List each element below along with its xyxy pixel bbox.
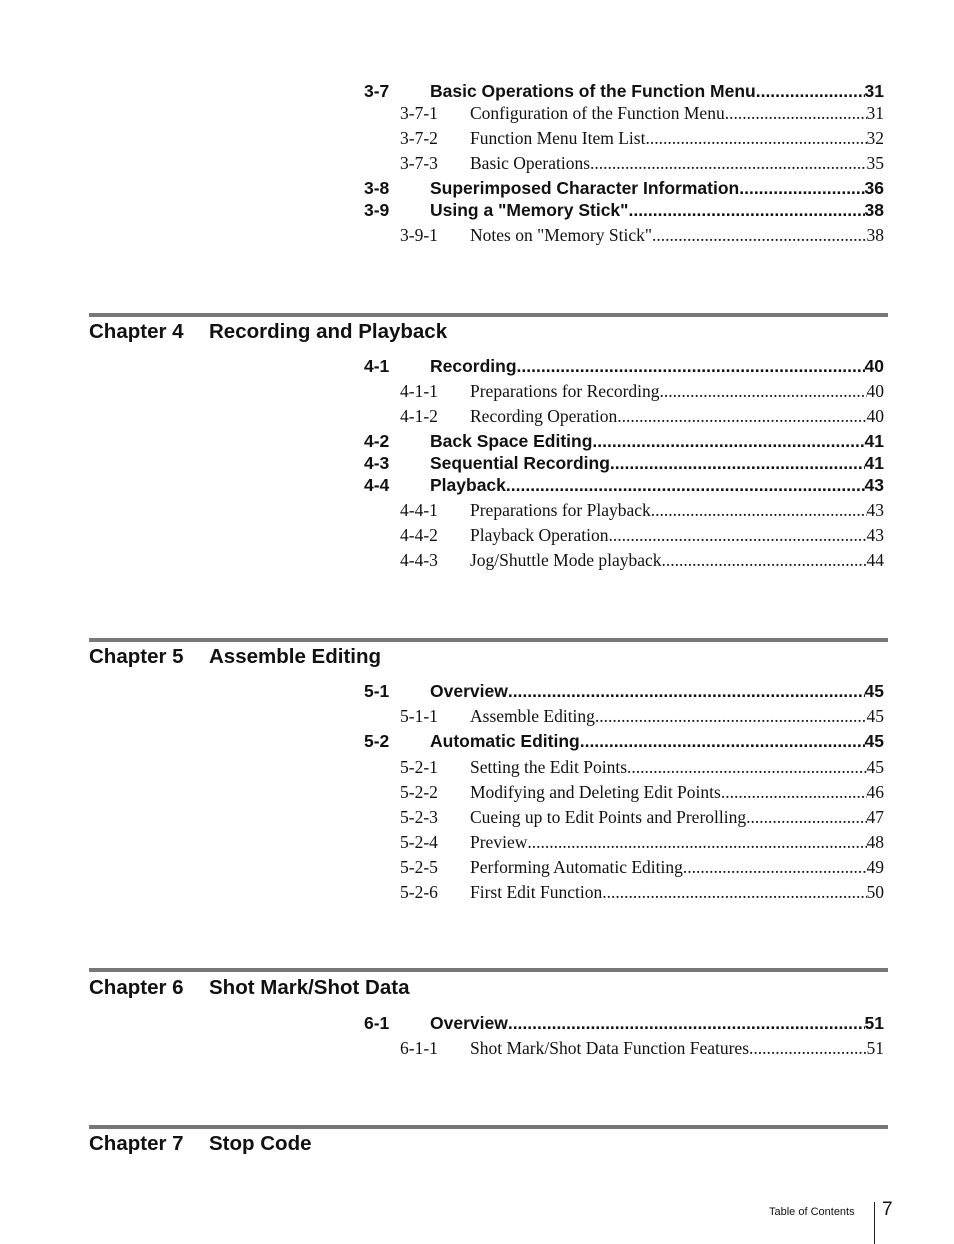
chapter-rule <box>89 1125 888 1129</box>
entry-number: 3-7-1 <box>400 103 438 123</box>
toc-section-entry[interactable] <box>364 431 884 452</box>
entry-number: 6-1-1 <box>400 1038 438 1058</box>
entry-number: 4-4-3 <box>400 550 438 570</box>
chapter-title: Shot Mark/Shot Data <box>209 976 410 999</box>
entry-number: 5-2-2 <box>400 782 438 802</box>
entry-number: 3-7 <box>364 81 390 101</box>
entry-title: Sequential Recording <box>430 453 610 473</box>
toc-subsection-entry[interactable] <box>364 500 884 521</box>
footer-divider <box>874 1202 875 1244</box>
dot-leader <box>746 807 866 828</box>
entry-page-number: 49 <box>866 857 884 877</box>
dot-leader <box>628 200 864 221</box>
chapter-heading[interactable] <box>89 976 409 1000</box>
entry-title: Shot Mark/Shot Data Function Features <box>470 1038 750 1058</box>
entry-title: Playback <box>430 475 506 495</box>
entry-title: Preparations for Playback <box>470 500 651 520</box>
entry-title: Using a "Memory Stick" <box>430 200 629 220</box>
toc-subsection-entry[interactable] <box>364 525 884 546</box>
entry-page-number: 38 <box>864 200 884 220</box>
entry-page-number: 41 <box>864 431 884 451</box>
dot-leader <box>595 706 867 727</box>
entry-page-number: 47 <box>866 807 884 827</box>
entry-number: 5-2-4 <box>400 832 438 852</box>
chapter-heading[interactable] <box>89 645 381 669</box>
toc-subsection-entry[interactable] <box>364 706 884 727</box>
entry-page-number: 38 <box>866 225 884 245</box>
toc-subsection-entry[interactable] <box>364 1038 884 1059</box>
chapter-label: Chapter 6 <box>89 976 184 999</box>
entry-title: Notes on "Memory Stick" <box>470 225 652 245</box>
entry-page-number: 40 <box>866 381 884 401</box>
dot-leader <box>739 178 864 199</box>
chapter-label: Chapter 7 <box>89 1132 184 1155</box>
entry-title: Superimposed Character Information <box>430 178 740 198</box>
entry-page-number: 43 <box>866 525 884 545</box>
entry-page-number: 45 <box>866 757 884 777</box>
dot-leader <box>725 103 867 124</box>
entry-page-number: 32 <box>866 128 884 148</box>
footer-label: Table of Contents <box>769 1206 855 1218</box>
dot-leader <box>660 381 867 402</box>
toc-subsection-entry[interactable] <box>364 128 884 149</box>
entry-page-number: 43 <box>866 500 884 520</box>
entry-page-number: 35 <box>866 153 884 173</box>
entry-number: 5-2-1 <box>400 757 438 777</box>
entry-number: 4-1 <box>364 356 390 376</box>
dot-leader <box>627 757 866 778</box>
entry-number: 5-1-1 <box>400 706 438 726</box>
entry-title: Preparations for Recording <box>470 381 660 401</box>
dot-leader <box>527 832 866 853</box>
dot-leader <box>506 475 865 496</box>
entry-title: Recording <box>430 356 517 376</box>
entry-title: Performing Automatic Editing <box>470 857 683 877</box>
dot-leader <box>580 731 865 752</box>
entry-page-number: 43 <box>864 475 884 495</box>
entry-number: 4-4 <box>364 475 390 495</box>
toc-subsection-entry[interactable] <box>364 103 884 124</box>
entry-title: Modifying and Deleting Edit Points <box>470 782 721 802</box>
entry-title: Recording Operation <box>470 406 618 426</box>
entry-number: 3-7-3 <box>400 153 438 173</box>
page-number: 7 <box>882 1199 893 1220</box>
toc-subsection-entry[interactable] <box>364 406 884 427</box>
dot-leader <box>602 882 866 903</box>
entry-title: Overview <box>430 1013 508 1033</box>
toc-subsection-entry[interactable] <box>364 882 884 903</box>
chapter-label: Chapter 4 <box>89 320 184 343</box>
entry-title: Playback Operation <box>470 525 609 545</box>
entry-number: 3-8 <box>364 178 390 198</box>
dot-leader <box>590 153 866 174</box>
toc-subsection-entry[interactable] <box>364 550 884 571</box>
dot-leader <box>517 356 865 377</box>
dot-leader <box>508 681 865 702</box>
entry-number: 4-3 <box>364 453 390 473</box>
chapter-rule <box>89 313 888 317</box>
entry-title: Overview <box>430 681 508 701</box>
entry-page-number: 40 <box>864 356 884 376</box>
toc-subsection-entry[interactable] <box>364 757 884 778</box>
toc-subsection-entry[interactable] <box>364 225 884 246</box>
entry-number: 5-2-5 <box>400 857 438 877</box>
entry-number: 5-1 <box>364 681 390 701</box>
chapter-heading[interactable] <box>89 1132 312 1156</box>
toc-section-entry[interactable] <box>364 200 884 221</box>
dot-leader <box>662 550 867 571</box>
chapter-rule <box>89 968 888 972</box>
entry-number: 3-9-1 <box>400 225 438 245</box>
toc-section-entry[interactable] <box>364 453 884 474</box>
dot-leader <box>508 1013 865 1034</box>
entry-number: 4-1-2 <box>400 406 438 426</box>
entry-number: 5-2 <box>364 731 390 751</box>
toc-section-entry[interactable] <box>364 681 884 702</box>
toc-subsection-entry[interactable] <box>364 807 884 828</box>
entry-title: Assemble Editing <box>470 706 595 726</box>
entry-title: Preview <box>470 832 528 852</box>
entry-page-number: 44 <box>866 550 884 570</box>
dot-leader <box>652 225 867 246</box>
toc-section-entry[interactable] <box>364 475 884 496</box>
entry-title: Function Menu Item List <box>470 128 646 148</box>
entry-page-number: 50 <box>866 882 884 902</box>
entry-number: 3-7-2 <box>400 128 438 148</box>
toc-section-entry[interactable] <box>364 178 884 199</box>
chapter-title: Stop Code <box>209 1132 312 1155</box>
toc-subsection-entry[interactable] <box>364 381 884 402</box>
entry-page-number: 36 <box>864 178 884 198</box>
entry-number: 4-2 <box>364 431 390 451</box>
entry-page-number: 31 <box>866 103 884 123</box>
entry-page-number: 45 <box>864 731 884 751</box>
entry-number: 4-1-1 <box>400 381 438 401</box>
dot-leader <box>749 1038 866 1059</box>
entry-title: Basic Operations of the Function Menu <box>430 81 756 101</box>
entry-number: 6-1 <box>364 1013 390 1033</box>
dot-leader <box>756 81 865 102</box>
chapter-label: Chapter 5 <box>89 645 184 668</box>
entry-page-number: 51 <box>866 1038 884 1058</box>
dot-leader <box>617 406 866 427</box>
chapter-rule <box>89 638 888 642</box>
dot-leader <box>610 453 865 474</box>
entry-page-number: 41 <box>864 453 884 473</box>
dot-leader <box>721 782 867 803</box>
dot-leader <box>609 525 867 546</box>
entry-page-number: 45 <box>864 681 884 701</box>
entry-page-number: 40 <box>866 406 884 426</box>
toc-section-entry[interactable] <box>364 1013 884 1034</box>
dot-leader <box>592 431 864 452</box>
entry-page-number: 46 <box>866 782 884 802</box>
chapter-heading[interactable] <box>89 320 447 344</box>
entry-title: Setting the Edit Points <box>470 757 628 777</box>
entry-title: Automatic Editing <box>430 731 580 751</box>
toc-section-entry[interactable] <box>364 356 884 377</box>
entry-page-number: 51 <box>864 1013 884 1033</box>
entry-page-number: 48 <box>866 832 884 852</box>
entry-number: 5-2-6 <box>400 882 438 902</box>
chapter-title: Assemble Editing <box>209 645 382 668</box>
toc-section-entry[interactable] <box>364 731 884 752</box>
toc-section-entry[interactable] <box>364 81 884 102</box>
dot-leader <box>683 857 867 878</box>
entry-page-number: 31 <box>864 81 884 101</box>
entry-number: 4-4-1 <box>400 500 438 520</box>
toc-subsection-entry[interactable] <box>364 153 884 174</box>
entry-number: 4-4-2 <box>400 525 438 545</box>
entry-title: Configuration of the Function Menu <box>470 103 725 123</box>
entry-title: Back Space Editing <box>430 431 593 451</box>
chapter-title: Recording and Playback <box>209 320 448 343</box>
toc-subsection-entry[interactable] <box>364 832 884 853</box>
toc-subsection-entry[interactable] <box>364 857 884 878</box>
dot-leader <box>651 500 867 521</box>
toc-subsection-entry[interactable] <box>364 782 884 803</box>
entry-number: 5-2-3 <box>400 807 438 827</box>
entry-title: Basic Operations <box>470 153 591 173</box>
entry-title: First Edit Function <box>470 882 603 902</box>
entry-number: 3-9 <box>364 200 390 220</box>
entry-title: Jog/Shuttle Mode playback <box>470 550 662 570</box>
entry-title: Cueing up to Edit Points and Prerolling <box>470 807 747 827</box>
entry-page-number: 45 <box>866 706 884 726</box>
dot-leader <box>645 128 866 149</box>
